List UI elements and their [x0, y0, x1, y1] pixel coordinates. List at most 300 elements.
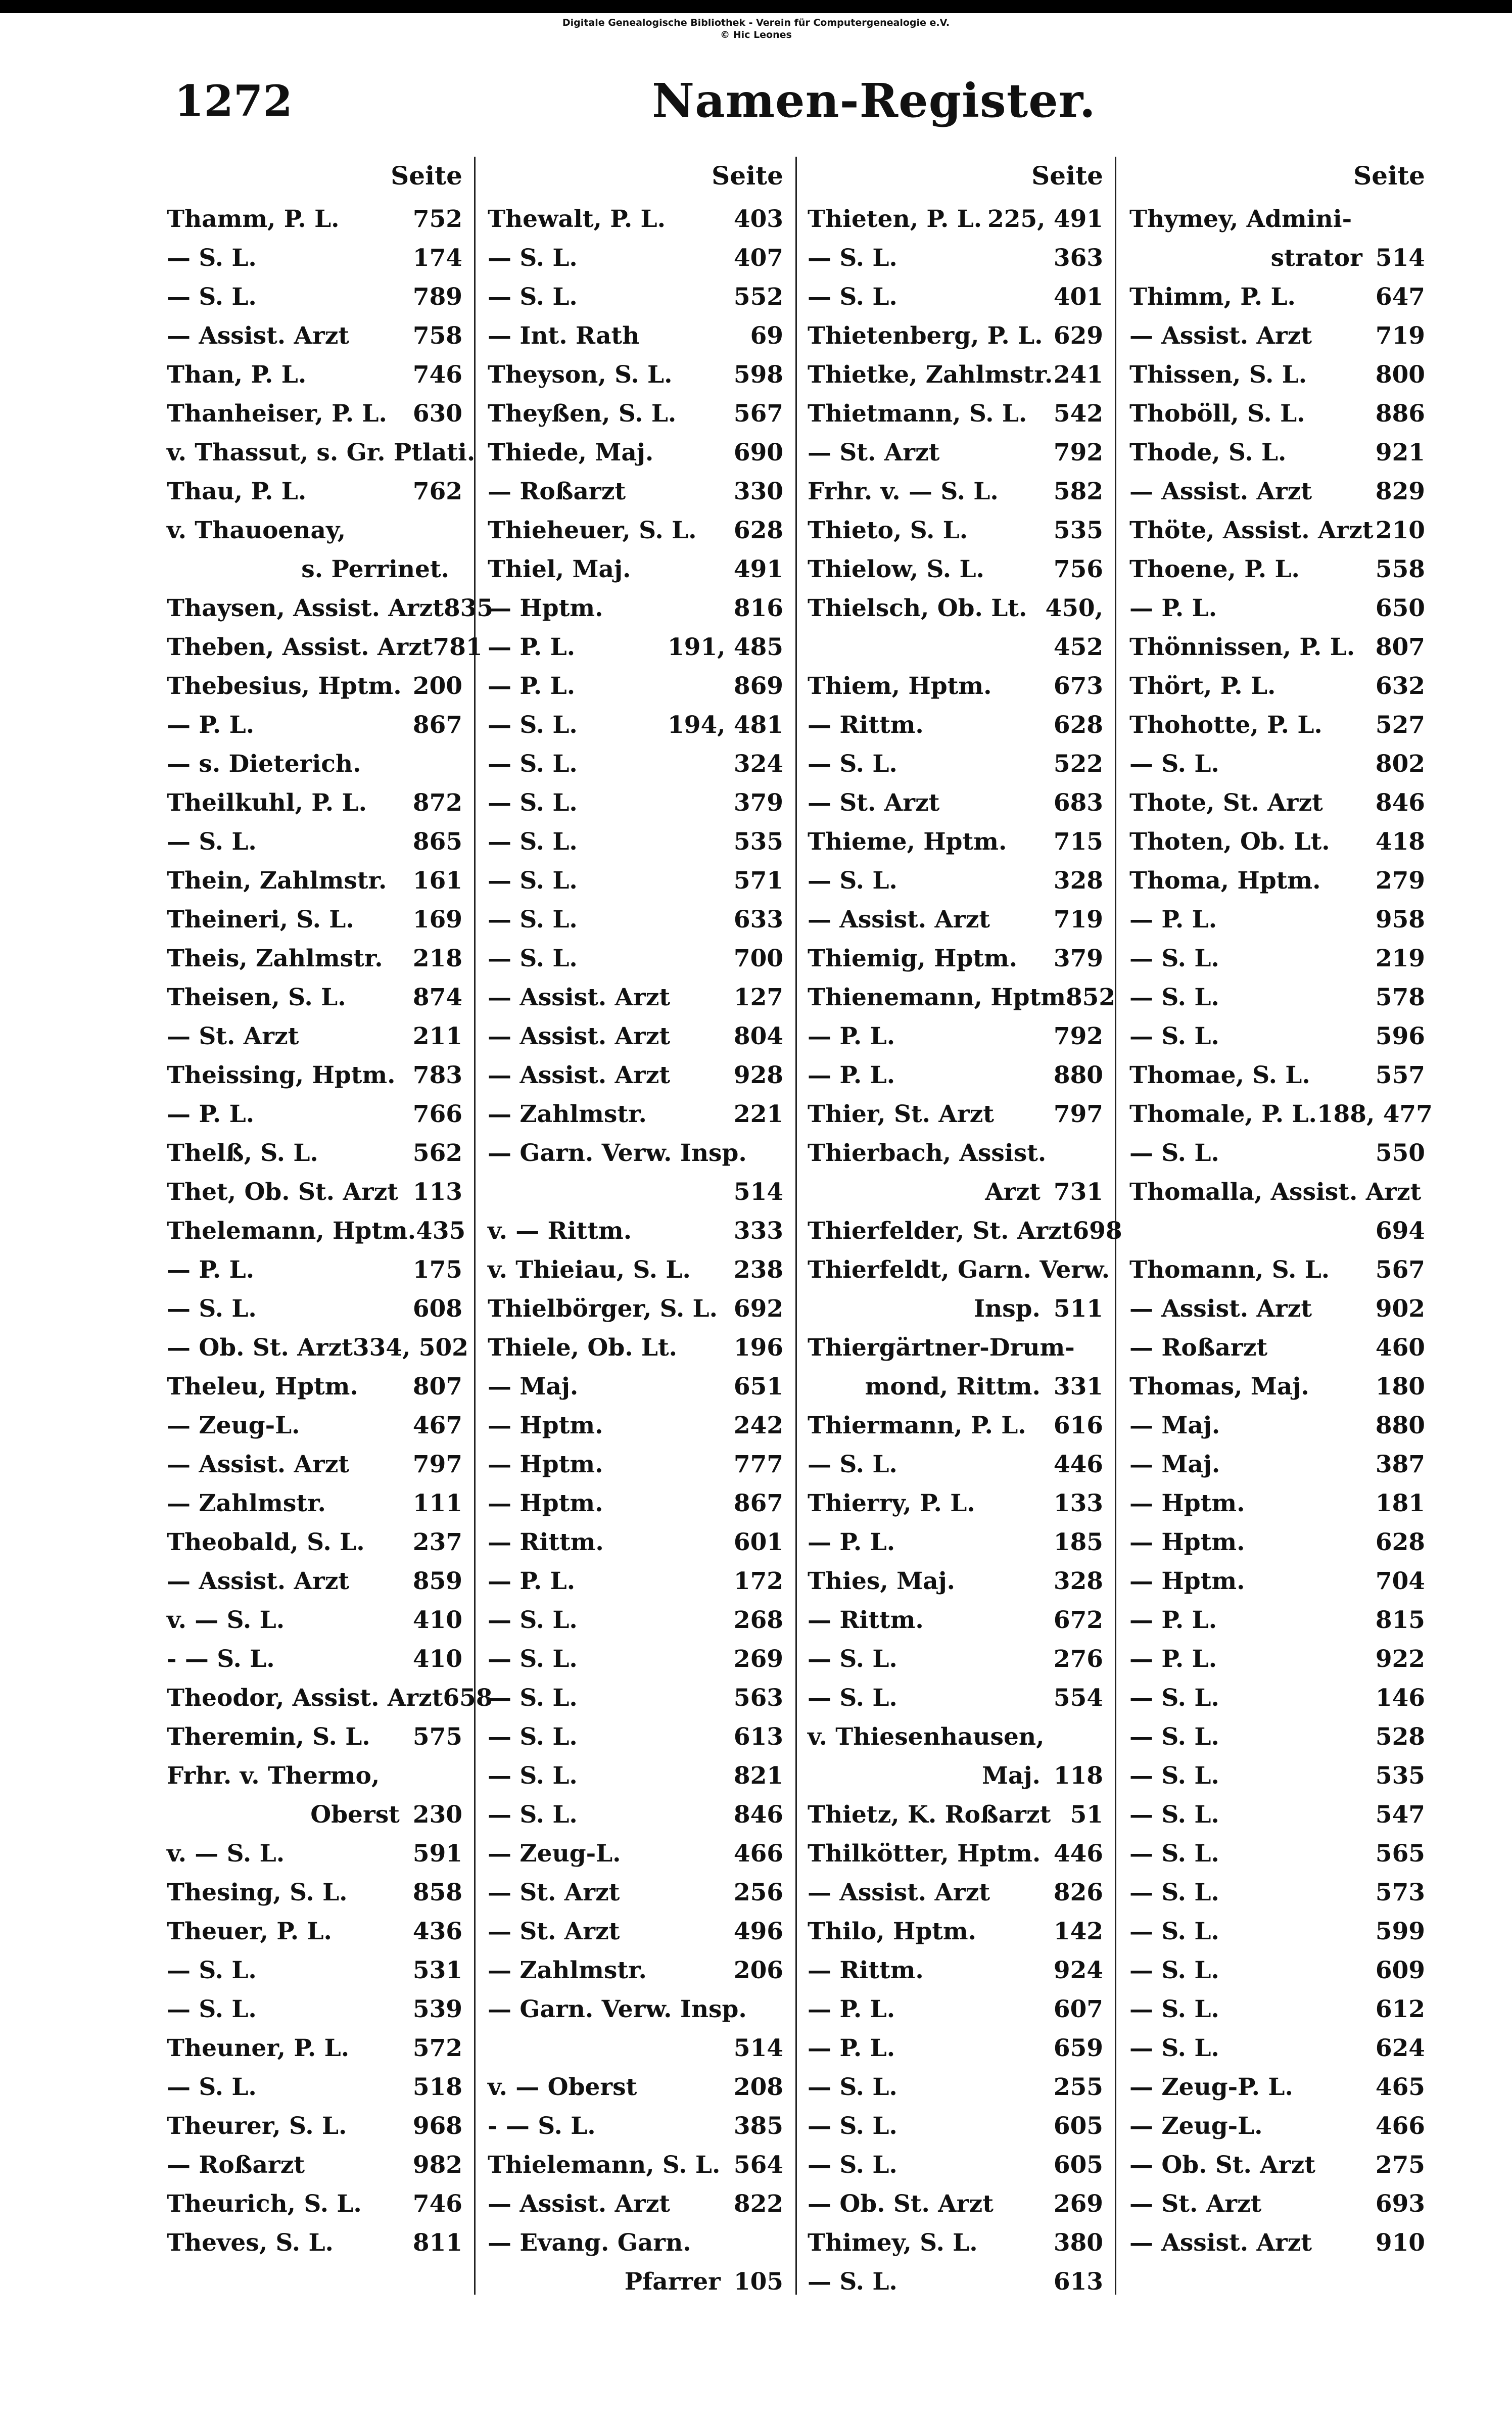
entry-name: — Assist. Arzt: [1129, 2229, 1312, 2257]
index-entry: [167, 822, 462, 861]
index-entry: [1129, 1484, 1425, 1523]
index-entry: [488, 706, 783, 744]
index-entry: [808, 433, 1103, 472]
entry-name: Than, P. L.: [167, 361, 307, 389]
entry-page: 616: [1053, 1412, 1103, 1439]
index-entry: [808, 1367, 1103, 1406]
index-entry: [808, 1017, 1103, 1056]
entry-name: — Int. Rath: [488, 322, 640, 350]
index-entry: [488, 939, 783, 978]
entry-page: 514: [733, 1178, 783, 1206]
index-entry: [167, 744, 462, 783]
index-entry: [488, 1640, 783, 1679]
index-entry: [1129, 433, 1425, 472]
index-entry: [1129, 1717, 1425, 1756]
entry-name: — S. L.: [1129, 984, 1219, 1011]
entry-page: 804: [733, 1022, 783, 1050]
entry-name: Theilkuhl, P. L.: [167, 789, 367, 817]
index-entry: [808, 1250, 1110, 1289]
index-entry: [808, 1523, 1103, 1562]
entry-name: Oberst: [310, 1801, 400, 1829]
index-entry: [808, 1484, 1103, 1523]
entry-page: 241: [1053, 361, 1103, 389]
entry-name: Thilo, Hptm.: [808, 1918, 977, 1945]
index-entry: [488, 2107, 783, 2146]
index-entry: [808, 277, 1103, 316]
entry-name: — Hptm.: [488, 1412, 603, 1439]
entry-name: — Roßarzt: [488, 478, 626, 505]
entry-name: v. Thauoenay,: [167, 517, 346, 544]
entry-name: Thönnissen, P. L.: [1129, 633, 1355, 661]
entry-name: — Assist. Arzt: [1129, 478, 1312, 505]
index-entry: [1129, 744, 1425, 783]
entry-name: — S. L.: [1129, 945, 1219, 972]
entry-page: 846: [733, 1801, 783, 1829]
entry-name: Thielow, S. L.: [808, 555, 984, 583]
entry-page: 958: [1375, 906, 1425, 934]
index-entry: [1129, 2107, 1425, 2146]
entry-page: 518: [412, 2073, 462, 2101]
entry-page: 865: [412, 828, 462, 856]
index-entry: [488, 628, 783, 667]
entry-name: strator: [1270, 244, 1362, 272]
entry-page: 821: [733, 1762, 783, 1790]
entry-name: v. Thassut, s. Gr. Ptlati.: [167, 439, 476, 467]
index-entry: [488, 2146, 783, 2184]
entry-name: — Garn. Verw. Insp.: [488, 1139, 747, 1167]
index-entry: [488, 277, 783, 316]
entry-page: 450,: [1045, 594, 1103, 622]
entry-page: 826: [1053, 1879, 1103, 1906]
entry-name: Thiede, Maj.: [488, 439, 654, 467]
index-entry: [167, 2029, 462, 2068]
index-entry: [808, 861, 1103, 900]
index-entry: [488, 822, 783, 861]
entry-page: 872: [412, 789, 462, 817]
index-entry: [808, 1756, 1103, 1795]
entry-page: 910: [1375, 2229, 1425, 2257]
entry-name: — Zahlmstr.: [167, 1489, 326, 1517]
entry-page: 886: [1375, 400, 1425, 428]
index-entry: [488, 433, 783, 472]
index-entry: [488, 1562, 783, 1601]
entry-page: 466: [1375, 2112, 1425, 2140]
entry-page: 816: [733, 594, 783, 622]
column-divider: [795, 157, 797, 2295]
index-entry: [167, 1095, 462, 1134]
index-entry: [167, 2146, 462, 2184]
entry-page: 658: [443, 1684, 493, 1712]
entry-page: 275: [1375, 2151, 1425, 2179]
entry-page: 683: [1053, 789, 1103, 817]
index-column-3: [808, 161, 1122, 2301]
index-entry: [808, 589, 1103, 628]
index-entry: [808, 1990, 1103, 2029]
entry-page: 69: [750, 322, 783, 350]
entry-name: — Hptm.: [1129, 1528, 1245, 1556]
entry-name: Thomalla, Assist. Arzt: [1129, 1178, 1422, 1206]
index-entry: [1129, 706, 1425, 744]
entry-name: Thimm, P. L.: [1129, 283, 1296, 311]
entry-name: Thieto, S. L.: [808, 517, 968, 544]
index-entry: [808, 1056, 1103, 1095]
entry-page: 436: [412, 1918, 462, 1945]
entry-page: 237: [412, 1528, 462, 1556]
entry-name: — Assist. Arzt: [167, 322, 350, 350]
column-header-seite: Seite: [1031, 161, 1103, 191]
entry-page: 528: [1375, 1723, 1425, 1751]
entry-name: Thomale, P. L.: [1129, 1100, 1317, 1128]
entry-name: Theuner, P. L.: [167, 2034, 350, 2062]
index-entry: [1129, 1173, 1425, 1212]
entry-page: 633: [733, 906, 783, 934]
index-entry: [808, 900, 1103, 939]
entry-name: — S. L.: [1129, 750, 1219, 778]
entry-name: Thöte, Assist. Arzt: [1129, 517, 1374, 544]
entry-page: 418: [1375, 828, 1425, 856]
entry-page: 379: [733, 789, 783, 817]
index-entry: [488, 1484, 783, 1523]
entry-page: 869: [733, 672, 783, 700]
index-entry: [1129, 1562, 1425, 1601]
entry-page: 628: [733, 517, 783, 544]
entry-page: 789: [412, 283, 462, 311]
entry-page: 719: [1375, 322, 1425, 350]
entry-name: — Rittm.: [808, 711, 924, 739]
entry-page: 797: [412, 1451, 462, 1478]
entry-page: 902: [1375, 1295, 1425, 1323]
entry-name: — St. Arzt: [488, 1879, 620, 1906]
index-entry: [1129, 2223, 1425, 2262]
entry-page: 609: [1375, 1957, 1425, 1984]
index-entry: [167, 1484, 462, 1523]
index-entry: [488, 1289, 783, 1328]
entry-name: Thietke, Zahlmstr.: [808, 361, 1053, 389]
entry-name: — P. L.: [488, 672, 576, 700]
entry-page: 756: [1053, 555, 1103, 583]
index-entry: [488, 2223, 783, 2262]
index-entry: [167, 1756, 462, 1795]
entry-name: Maj.: [982, 1762, 1041, 1790]
entry-name: Thohotte, P. L.: [1129, 711, 1322, 739]
index-entry: [1129, 394, 1425, 433]
entry-page: 279: [1375, 867, 1425, 895]
entry-name: Theves, S. L.: [167, 2229, 334, 2257]
index-entry: [808, 316, 1103, 355]
entry-page: 835: [443, 594, 494, 622]
entry-name: v. — S. L.: [167, 1840, 285, 1868]
entry-name: Thieheuer, S. L.: [488, 517, 697, 544]
entry-name: Thienemann, Hptm: [808, 984, 1066, 1011]
entry-page: 752: [412, 205, 462, 233]
index-entry: [1129, 1679, 1425, 1717]
entry-page: 363: [1053, 244, 1103, 272]
index-entry: [1129, 316, 1425, 355]
index-column-2: [488, 161, 783, 2301]
entry-page: 758: [412, 322, 462, 350]
entry-name: Thanheiser, P. L.: [167, 400, 387, 428]
index-entry: [808, 1406, 1103, 1445]
index-entry: [808, 1795, 1103, 1834]
entry-page: 807: [412, 1373, 462, 1401]
index-entry: [167, 394, 462, 433]
entry-page: 783: [412, 1061, 462, 1089]
entry-name: Thieme, Hptm.: [808, 828, 1007, 856]
entry-name: — P. L.: [167, 711, 255, 739]
entry-name: Thilkötter, Hptm.: [808, 1840, 1041, 1868]
entry-name: Thierfeldt, Garn. Verw.: [808, 1256, 1110, 1284]
index-entry: [808, 1873, 1103, 1912]
entry-name: — S. L.: [1129, 1684, 1219, 1712]
entry-page: 605: [1053, 2112, 1103, 2140]
entry-page: 276: [1053, 1645, 1103, 1673]
entry-name: Theineri, S. L.: [167, 906, 354, 934]
index-entry: [167, 1562, 462, 1601]
entry-page: 328: [1053, 1567, 1103, 1595]
entry-name: Thielbörger, S. L.: [488, 1295, 718, 1323]
entry-page: 880: [1053, 1061, 1103, 1089]
entry-page: 410: [412, 1606, 462, 1634]
entry-name: — Hptm.: [1129, 1489, 1245, 1517]
index-entry: [167, 1912, 462, 1951]
index-entry: [488, 1445, 783, 1484]
index-entry: [488, 1367, 783, 1406]
entry-page: 552: [733, 283, 783, 311]
index-entry: [808, 239, 1103, 277]
entry-page: 630: [412, 400, 462, 428]
index-entry: [167, 628, 483, 667]
column-header-seite: Seite: [391, 161, 462, 191]
entry-name: Theurer, S. L.: [167, 2112, 347, 2140]
entry-page: 407: [733, 244, 783, 272]
entry-name: — Assist. Arzt: [808, 906, 990, 934]
index-entry: [488, 1795, 783, 1834]
index-entry: [808, 706, 1103, 744]
entry-name: — P. L.: [1129, 906, 1217, 934]
entry-name: Thieten, P. L.: [808, 205, 982, 233]
entry-page: 628: [1053, 711, 1103, 739]
entry-page: 694: [1375, 1217, 1425, 1245]
index-entry: [167, 1523, 462, 1562]
entry-name: — Ob. St. Arzt: [808, 2190, 994, 2218]
entry-name: Thiergärtner-Drum-: [808, 1334, 1075, 1362]
entry-name: Thelemann, Hptm.: [167, 1217, 416, 1245]
entry-name: — Zahlmstr.: [488, 1957, 647, 1984]
entry-name: mond, Rittm.: [865, 1373, 1041, 1401]
entry-name: — S. L.: [1129, 1995, 1219, 2023]
index-entry: [808, 2223, 1103, 2262]
entry-name: — Zeug-L.: [167, 1412, 300, 1439]
index-entry: [488, 744, 783, 783]
entry-page: 460: [1375, 1334, 1425, 1362]
entry-page: 608: [412, 1295, 462, 1323]
entry-page: 146: [1375, 1684, 1425, 1712]
entry-name: — P. L.: [167, 1100, 255, 1128]
entry-name: v. Thieiau, S. L.: [488, 1256, 691, 1284]
entry-page: 829: [1375, 478, 1425, 505]
entry-name: — S. L.: [488, 1801, 578, 1829]
entry-name: — Roßarzt: [1129, 1334, 1268, 1362]
index-entry: [808, 1679, 1103, 1717]
entry-page: 255: [1053, 2073, 1103, 2101]
index-entry: [1129, 1017, 1425, 1056]
index-entry: [808, 628, 1103, 667]
entry-name: — S. L.: [488, 945, 578, 972]
index-entry: [488, 316, 783, 355]
index-entry: [488, 239, 783, 277]
entry-name: Pfarrer: [624, 2268, 721, 2296]
entry-page: 659: [1053, 2034, 1103, 2062]
index-entry: [808, 1640, 1103, 1679]
page-number: 1272: [174, 76, 293, 126]
entry-name: Thote, St. Arzt: [1129, 789, 1323, 817]
entry-name: Thesing, S. L.: [167, 1879, 348, 1906]
entry-page: 766: [412, 1100, 462, 1128]
index-entry: [808, 939, 1103, 978]
entry-page: 452: [1053, 633, 1103, 661]
entry-name: Thewalt, P. L.: [488, 205, 666, 233]
entry-page: 185: [1053, 1528, 1103, 1556]
index-entry: [167, 277, 462, 316]
entry-name: — S. L.: [1129, 1139, 1219, 1167]
index-entry: [167, 433, 476, 472]
index-entry: [167, 861, 462, 900]
index-entry: [1129, 1250, 1425, 1289]
entry-name: — P. L.: [808, 1528, 895, 1556]
entry-page: 180: [1375, 1373, 1425, 1401]
index-entry: [167, 2184, 462, 2223]
index-entry: [488, 2068, 783, 2107]
entry-page: 218: [412, 945, 462, 972]
entry-page: 331: [1053, 1373, 1103, 1401]
entry-page: 982: [412, 2151, 462, 2179]
entry-name: — Rittm.: [488, 1528, 604, 1556]
index-entry: [488, 2262, 783, 2301]
entry-page: 535: [1053, 517, 1103, 544]
entry-page: 562: [412, 1139, 462, 1167]
entry-name: Frhr. v. Thermo,: [167, 1762, 380, 1790]
entry-page: 629: [1053, 322, 1103, 350]
entry-name: Thomann, S. L.: [1129, 1256, 1330, 1284]
index-entry: [1129, 628, 1425, 667]
index-entry: [1129, 277, 1425, 316]
index-entry: [167, 1017, 462, 1056]
entry-name: Thomas, Maj.: [1129, 1373, 1309, 1401]
entry-name: Thielemann, S. L.: [488, 2151, 721, 2179]
index-entry: [1129, 900, 1425, 939]
index-entry: [167, 1367, 462, 1406]
index-entry: [1129, 239, 1425, 277]
index-entry: [1129, 1640, 1425, 1679]
entry-name: Thymey, Admini-: [1129, 205, 1352, 233]
index-entry: [167, 1601, 462, 1640]
index-entry: [1129, 939, 1425, 978]
entry-page: 781: [433, 633, 483, 661]
entry-page: 731: [1053, 1178, 1103, 1206]
index-entry: [1129, 355, 1425, 394]
entry-name: — S. L.: [1129, 1840, 1219, 1868]
entry-name: — s. Dieterich.: [167, 750, 361, 778]
index-entry: [1129, 1912, 1425, 1951]
entry-name: Thierfelder, St. Arzt: [808, 1217, 1073, 1245]
entry-page: 496: [733, 1918, 783, 1945]
entry-page: 582: [1053, 478, 1103, 505]
index-entry: [1129, 472, 1425, 511]
index-entry: [808, 667, 1103, 706]
entry-name: v. — S. L.: [167, 1606, 285, 1634]
index-entry: [488, 1951, 783, 1990]
index-entry: [808, 1328, 1103, 1367]
entry-page: 328: [1053, 867, 1103, 895]
entry-page: 880: [1375, 1412, 1425, 1439]
entry-page: 174: [412, 244, 462, 272]
entry-page: 698: [1072, 1217, 1122, 1245]
index-entry: [808, 472, 1103, 511]
entry-page: 535: [733, 828, 783, 856]
index-entry: [1129, 2068, 1425, 2107]
entry-page: 601: [733, 1528, 783, 1556]
entry-name: — S. L.: [488, 1723, 578, 1751]
entry-name: — S. L.: [167, 828, 257, 856]
index-entry: [488, 1212, 783, 1250]
entry-name: Thietz, K. Roßarzt: [808, 1801, 1051, 1829]
entry-name: — S. L.: [808, 2112, 897, 2140]
entry-page: 188, 477: [1316, 1100, 1433, 1128]
index-entry: [1129, 2184, 1425, 2223]
entry-page: 822: [733, 2190, 783, 2218]
entry-name: Theobald, S. L.: [167, 1528, 365, 1556]
entry-name: — Hptm.: [1129, 1567, 1245, 1595]
entry-page: 401: [1053, 283, 1103, 311]
entry-name: — Assist. Arzt: [488, 984, 671, 1011]
entry-name: Theis, Zahlmstr.: [167, 945, 383, 972]
entry-page: 802: [1375, 750, 1425, 778]
index-entry: [488, 1834, 783, 1873]
entry-page: 514: [733, 2034, 783, 2062]
index-entry: [167, 1951, 462, 1990]
entry-page: 238: [733, 1256, 783, 1284]
index-entry: [1129, 822, 1425, 861]
index-entry: [488, 1679, 783, 1717]
entry-name: — S. L.: [1129, 1957, 1219, 1984]
entry-page: 547: [1375, 1801, 1425, 1829]
column-header-seite: Seite: [1353, 161, 1425, 191]
column-header-seite: Seite: [712, 161, 783, 191]
entry-name: — S. L.: [1129, 1762, 1219, 1790]
entry-name: — P. L.: [1129, 1606, 1217, 1634]
entry-page: 807: [1375, 633, 1425, 661]
index-entry: [488, 861, 783, 900]
entry-name: — Zeug-P. L.: [1129, 2073, 1293, 2101]
index-entry: [167, 1328, 468, 1367]
index-entry: [808, 1601, 1103, 1640]
index-entry: [1129, 1289, 1425, 1328]
entry-page: 435: [416, 1217, 466, 1245]
index-entry: [808, 355, 1103, 394]
index-entry: [808, 1445, 1103, 1484]
index-entry: [488, 1250, 783, 1289]
index-entry: [167, 1795, 462, 1834]
entry-name: — Assist. Arzt: [167, 1451, 350, 1478]
entry-page: 564: [733, 2151, 783, 2179]
entry-page: 542: [1053, 400, 1103, 428]
entry-name: — S. L.: [1129, 1022, 1219, 1050]
entry-page: 599: [1375, 1918, 1425, 1945]
entry-page: 874: [412, 984, 462, 1011]
index-entry: [488, 2029, 783, 2068]
entry-page: 693: [1375, 2190, 1425, 2218]
entry-name: - — S. L.: [167, 1645, 275, 1673]
